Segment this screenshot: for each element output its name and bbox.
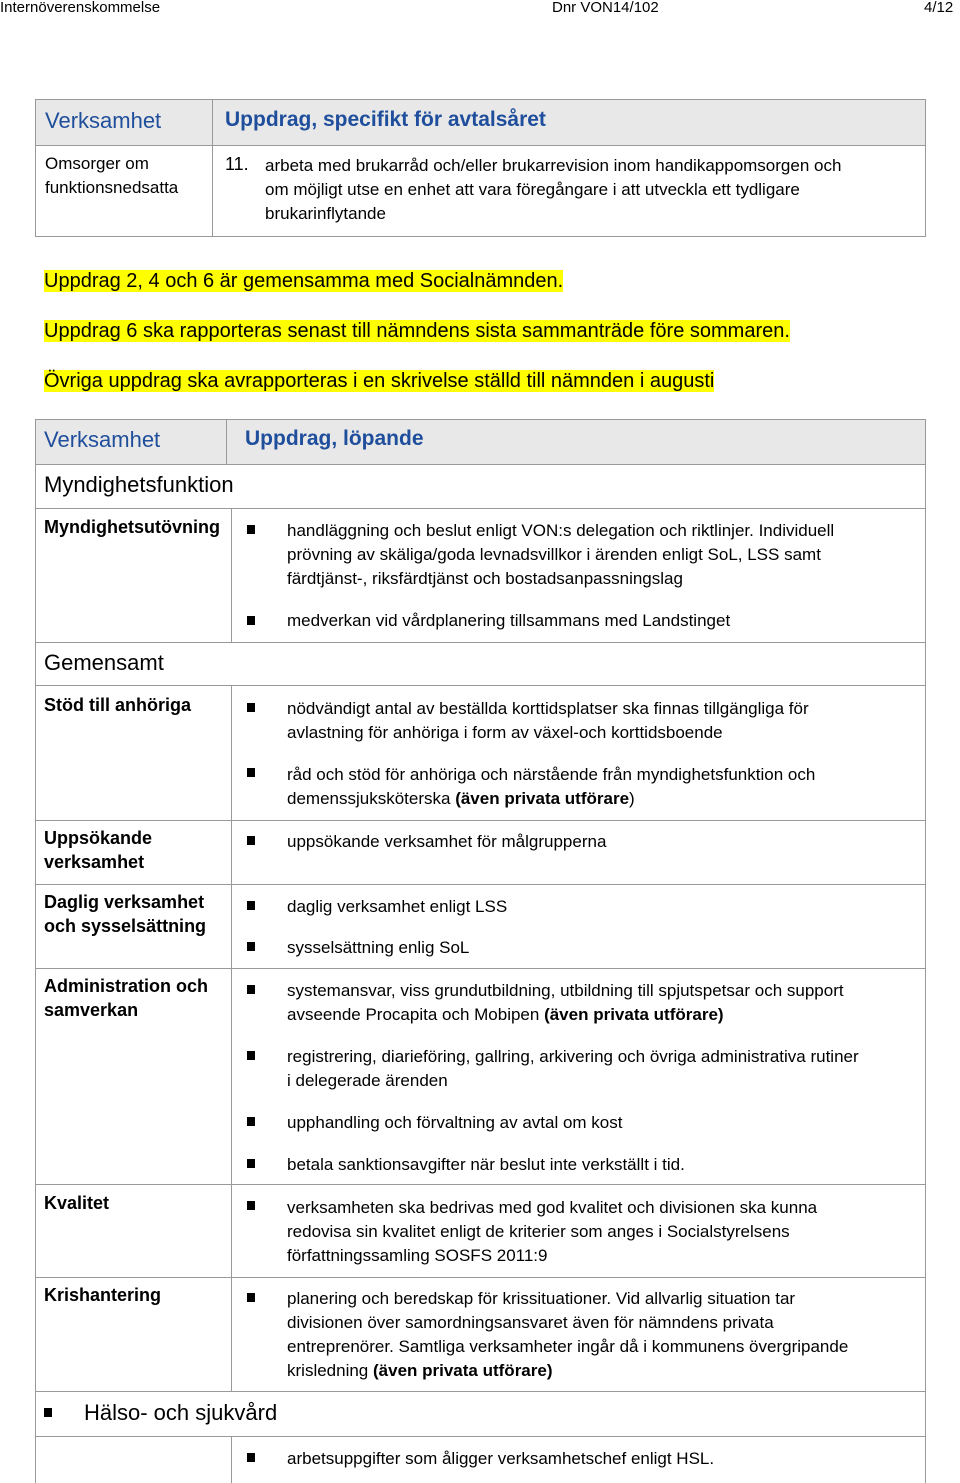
bullet-icon (247, 1293, 255, 1302)
task-admin-3: upphandling och förvaltning av avtal om kost (287, 1113, 623, 1132)
label-kvalitet: Kvalitet (44, 1193, 110, 1213)
task-myndighet-1: handläggning och beslut enligt VON:s delegation och riktlinjer. Individuell prövning av skäliga/goda levnadsvillkor i ärenden enligt SoL, LSS samt färdtjänst-, riksfärdtjänst och bostadsanpassningslag (287, 521, 835, 588)
item-text: arbeta med brukarråd och/eller brukarrevision inom handikappomsorgen och om möjligt utse en enhet att vara föregångare i att utveckla ett tydligare brukarinflytande (265, 156, 842, 223)
bullet-icon (44, 1408, 52, 1417)
task-daglig-1: daglig verksamhet enligt LSS (287, 897, 508, 916)
label-myndighetsutovning: Myndighetsutövning (44, 517, 220, 537)
highlight-note-3: Övriga uppdrag ska avrapporteras i en skrivelse ställd till nämnden i augusti (44, 370, 715, 392)
task-kris-1: planering och beredskap för krissituationer. Vid allvarlig situation tar divisionen över samordningsansvaret även för nämndens privata entreprenörer. Samtliga verksamheter ingår då i kommunens övergripande krisledning (även privata utförare) (287, 1289, 849, 1380)
task-halso-1: arbetsuppgifter som åligger verksamhetschef enligt HSL. (287, 1449, 715, 1468)
bullet-icon (247, 1051, 255, 1060)
task-daglig-2: sysselsättning enlig SoL (287, 938, 470, 957)
task-stod-2: råd och stöd för anhöriga och närstående från myndighetsfunktion och demenssjuksköterska (även privata utförare) (287, 765, 816, 808)
task-admin-2: registrering, diarieföring, gallring, arkivering och övriga administrativa rutiner i delegerade ärenden (287, 1047, 859, 1090)
bullet-icon (247, 985, 255, 994)
column-header-uppdrag-lopande: Uppdrag, löpande (245, 427, 424, 450)
label-administration: Administration och samverkan (44, 976, 209, 1020)
column-header-uppdrag: Uppdrag, specifikt för avtalsåret (225, 108, 546, 131)
bullet-icon (247, 1159, 255, 1168)
column-header-verksamhet: Verksamhet (45, 108, 162, 133)
page-header (0, 0, 960, 14)
bullet-icon (247, 703, 255, 712)
highlight-note-1: Uppdrag 2, 4 och 6 är gemensamma med Socialnämnden. (44, 270, 564, 292)
task-myndighet-2: medverkan vid vårdplanering tillsammans med Landstinget (287, 611, 731, 630)
bullet-icon (247, 901, 255, 910)
section-gemensamt: Gemensamt (44, 650, 164, 675)
task-kvalitet-1: verksamheten ska bedrivas med god kvalitet och divisionen ska kunna redovisa sin kvalitet enligt de kriterier som anges i Socialstyrelsens författningssamling SOSFS 2011:9 (287, 1198, 818, 1265)
document-number: Dnr VON14/102 (552, 0, 659, 16)
document-title: Internöverenskommelse (0, 0, 161, 16)
assignment-table-specific (35, 99, 926, 237)
section-halso-och-sjukvard: Hälso- och sjukvård (84, 1400, 278, 1425)
column-header-verksamhet-2: Verksamhet (44, 427, 161, 452)
bullet-icon (247, 1453, 255, 1462)
label-krishantering: Krishantering (44, 1285, 162, 1305)
task-stod-1: nödvändigt antal av beställda korttidsplatser ska finnas tillgängliga för avlastning för anhöriga i form av växel-och korttidsboende (287, 699, 809, 742)
page-number: 4/12 (924, 0, 954, 16)
table-header-row (36, 420, 925, 465)
highlight-note-2: Uppdrag 6 ska rapporteras senast till nämndens sista sammanträde före sommaren. (44, 320, 790, 342)
bullet-icon (247, 942, 255, 951)
label-daglig-verksamhet: Daglig verksamhet och sysselsättning (44, 892, 207, 936)
bullet-icon (247, 768, 255, 777)
bullet-icon (247, 836, 255, 845)
bullet-icon (247, 525, 255, 534)
task-admin-1: systemansvar, viss grundutbildning, utbildning till spjutspetsar och support avseende Procapita och Mobipen (även privata utförare) (287, 981, 844, 1024)
bullet-icon (247, 1201, 255, 1210)
task-uppsokande-1: uppsökande verksamhet för målgrupperna (287, 832, 607, 851)
section-myndighetsfunktion: Myndighetsfunktion (44, 472, 234, 497)
task-admin-4: betala sanktionsavgifter när beslut inte verkställt i tid. (287, 1155, 685, 1174)
label-uppsokande-verksamhet: Uppsökande verksamhet (44, 828, 153, 872)
bullet-icon (247, 1117, 255, 1126)
row-label: Omsorger om funktionsnedsatta (45, 154, 179, 197)
label-stod-till-anhoriga: Stöd till anhöriga (44, 695, 191, 715)
bullet-icon (247, 616, 255, 625)
item-number: 11. (225, 154, 249, 174)
